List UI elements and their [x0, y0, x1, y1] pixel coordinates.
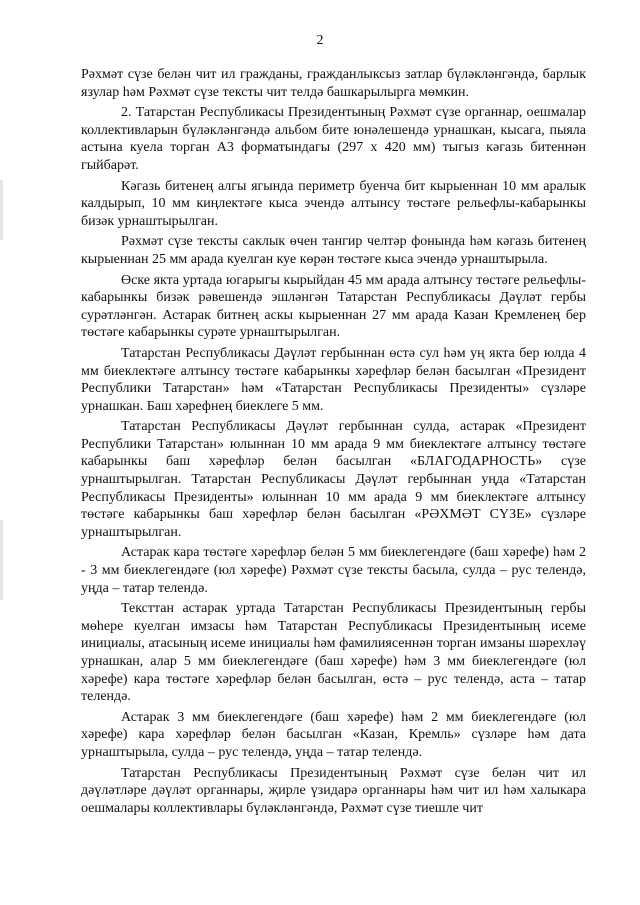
- paragraph: Кәгазь битенең алгы ягында периметр буенча бит кырыеннан 10 мм аралык калдырып, 10 мм киңлектәге кыса эчендә алтынсу төстәге рельефлы-кабарынкы бизәк урнаштырылган.: [81, 178, 586, 229]
- paragraph: Рәхмәт сүзе тексты саклык өчен тангир челтәр фонында һәм кәгазь битенең кырыеннан 25 мм арада куелган куе көрән төстәге кыса эчендә урнаштырыла.: [81, 234, 586, 267]
- paragraph: Астарак 3 мм биеклегендәге (баш хәрефе) һәм 2 мм биеклегендәге (юл хәрефе) кара хәрефләр белән басылган «Казан, Кремль» сүзләре һәм дата урнаштырыла, сулда – рус телендә, уңда – татар телендә.: [81, 709, 586, 760]
- scan-margin-artifact: [0, 180, 3, 240]
- paragraph: 2. Татарстан Республикасы Президентының Рәхмәт сүзе органнар, оешмалар коллективларын бүләкләнгәндә альбом бите юнәлешендә урнашкан, кысага, пыяла астына куела торган А3 форматындагы (297 х 420 мм) тыгыз кәгазь битеннән гыйбарәт.: [81, 105, 586, 173]
- paragraph: Рәхмәт сүзе белән чит ил гражданы, гражданлыксыз затлар бүләкләнгәндә, барлык язулар һәм Рәхмәт сүзе тексты чит телдә башкарылырга мөмкин.: [81, 67, 586, 100]
- paragraph: Өске якта уртада югарыгы кырыйдан 45 мм арада алтынсу төстәге рельефлы-кабарынкы бизәк рәвешендә эшләнгән Татарстан Республикасы Дәүләт гербы сурәтләнгән. Астарак битнең аскы кырыеннан 27 мм арада Казан Кремленең бер төстәге кабарынкы сурәте урнаштырылган.: [81, 272, 586, 341]
- paragraph: Татарстан Республикасы Дәүләт гербыннан өстә сул һәм уң якта бер юлда 4 мм биеклектәге алтынсу төстәге кабарынкы хәрефләр белән басылган «Президент Республики Татарстан» һәм «Татарстан Республикасы Президенты» сүзләре урнашкан. Баш хәрефнең биеклеге 5 мм.: [81, 345, 586, 414]
- paragraph: Тексттан астарак уртада Татарстан Республикасы Президентының гербы мөһере куелган имзасы һәм Татарстан Республикасы Президентының исеме инициалы, атасының исеме инициалы һәм фамилиясеннән торган имзаны шәрехләү урнашкан, алар 5 мм биеклегендәге (баш хәрефе) һәм 3 мм биеклегендәге (юл хәрефе) кара төстәге хәрефләр белән басылган, өстә – рус телендә, аста – татар телендә.: [81, 601, 586, 705]
- paragraph: Татарстан Республикасы Дәүләт гербыннан сулда, астарак «Президент Республики Татарстан» юлыннан 10 мм арада 9 мм биеклектәге алтынсу төстәге кабарынкы баш хәрефләр белән басылган «БЛАГОДАРНОСТЬ» сүзе урнаштырылган. Татарстан Республикасы Дәүләт гербыннан уңда «Татарстан Республикасы Президенты» юлыннан 10 мм арада 9 мм биеклектәге алтынсу төстәге кабарынкы баш хәрефләр белән басылган «РӘХМӘТ СҮЗЕ» сүзләре урнаштырылган.: [81, 419, 586, 540]
- document-body: [81, 66, 586, 820]
- paragraph: Астарак кара төстәге хәрефләр белән 5 мм биеклегендәге (баш хәрефе) һәм 2 - 3 мм биеклегендәге (юл хәрефе) Рәхмәт сүзе тексты басыла, сулда – рус телендә, уңда – татар телендә.: [81, 545, 586, 596]
- page-number: 2: [316, 33, 324, 48]
- paragraph: Татарстан Республикасы Президентының Рәхмәт сүзе белән чит ил дәүләтләре дәүләт органнары, җирле үзидарә органнары һәм чит ил һәм халыкара оешмалары коллективлары бүләкләнгәндә, Рәхмәт сүзе тиешле чит: [81, 765, 586, 816]
- scan-margin-artifact: [0, 520, 3, 600]
